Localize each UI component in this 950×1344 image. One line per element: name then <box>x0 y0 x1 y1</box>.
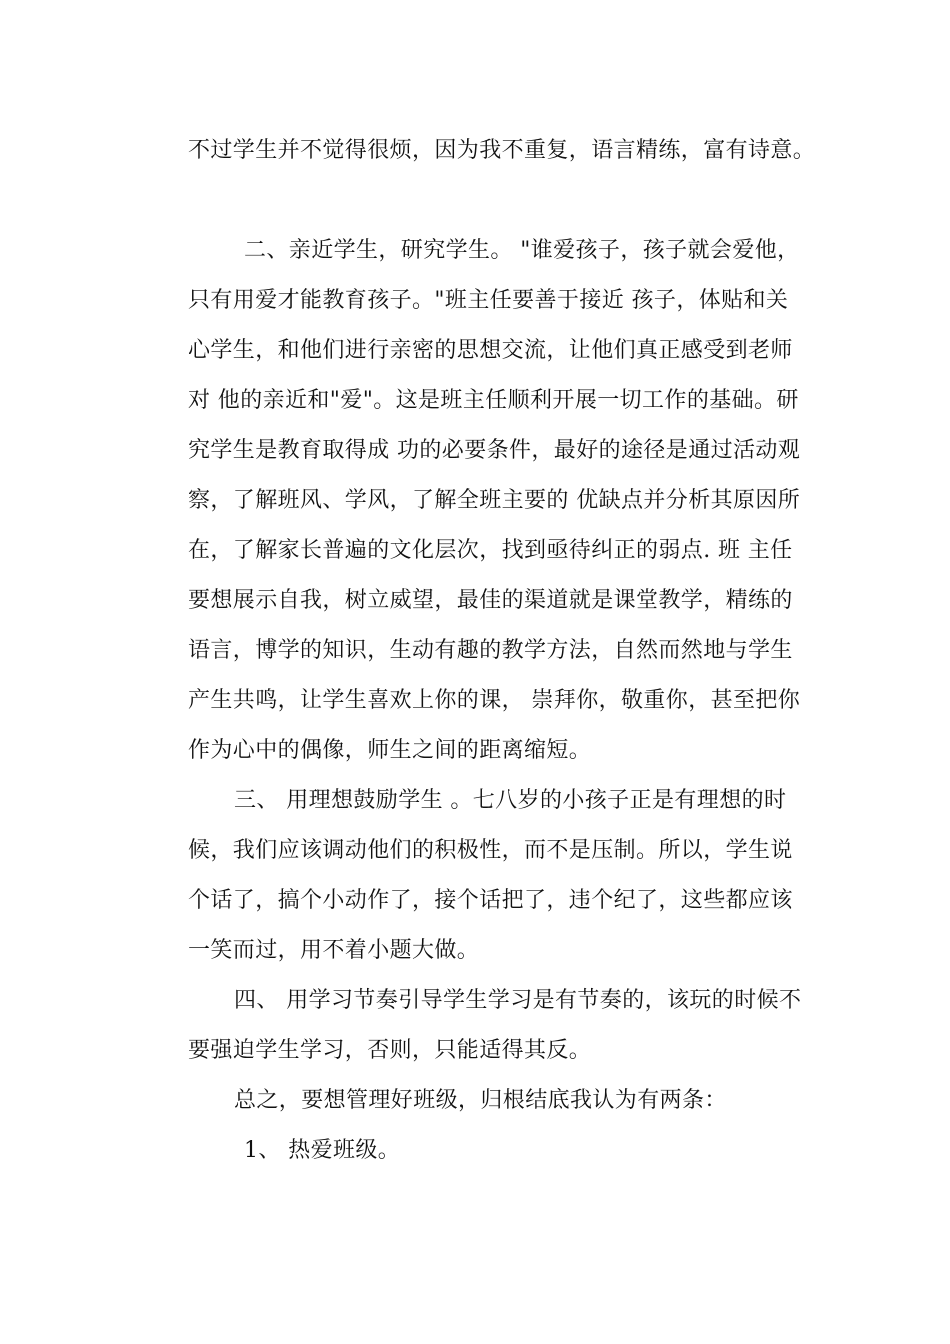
text-line: 个话了，搞个小动作了，接个话把了，违个纪了，这些都应该 <box>188 888 793 913</box>
text-line: 四、 用学习节奏引导学生学习是有节奏的，该玩的时候不 <box>234 988 802 1013</box>
text-line: 只有用爱才能教育孩子。"班主任要善于接近 孩子，体贴和关 <box>188 288 789 313</box>
text-line: 1、 热爱班级。 <box>244 1138 401 1163</box>
text-line: 心学生，和他们进行亲密的思想交流，让他们真正感受到老师 <box>188 338 793 363</box>
text-line: 究学生是教育取得成 功的必要条件，最好的途径是通过活动观 <box>188 438 801 463</box>
text-line: 三、 用理想鼓励学生 。七八岁的小孩子正是有理想的时 <box>234 788 787 813</box>
text-line: 候，我们应该调动他们的积极性，而不是压制。所以，学生说 <box>188 838 793 863</box>
text-line: 不过学生并不觉得很烦，因为我不重复，语言精练，富有诗意。 <box>188 138 816 163</box>
text-line: 要想展示自我，树立威望，最佳的渠道就是课堂教学，精练的 <box>188 588 793 613</box>
text-line: 在，了解家长普遍的文化层次，找到亟待纠正的弱点. 班 主任 <box>188 538 793 563</box>
text-line: 语言，博学的知识，生动有趣的教学方法，自然而然地与学生 <box>188 638 793 663</box>
text-line: 察，了解班风、学风，了解全班主要的 优缺点并分析其原因所 <box>188 488 801 513</box>
text-line: 产生共鸣，让学生喜欢上你的课， 崇拜你，敬重你，甚至把你 <box>188 688 801 713</box>
text-line: 二、亲近学生，研究学生。 "谁爱孩子，孩子就会爱他， <box>244 238 800 263</box>
text-line: 对 他的亲近和"爱"。这是班主任顺利开展一切工作的基础。研 <box>188 388 799 413</box>
text-line: 一笑而过，用不着小题大做。 <box>188 938 480 963</box>
text-line: 总之，要想管理好班级，归根结底我认为有两条： <box>234 1088 727 1113</box>
text-line: 要强迫学生学习，否则，只能适得其反。 <box>188 1038 592 1063</box>
text-line: 作为心中的偶像，师生之间的距离缩短。 <box>188 738 592 763</box>
